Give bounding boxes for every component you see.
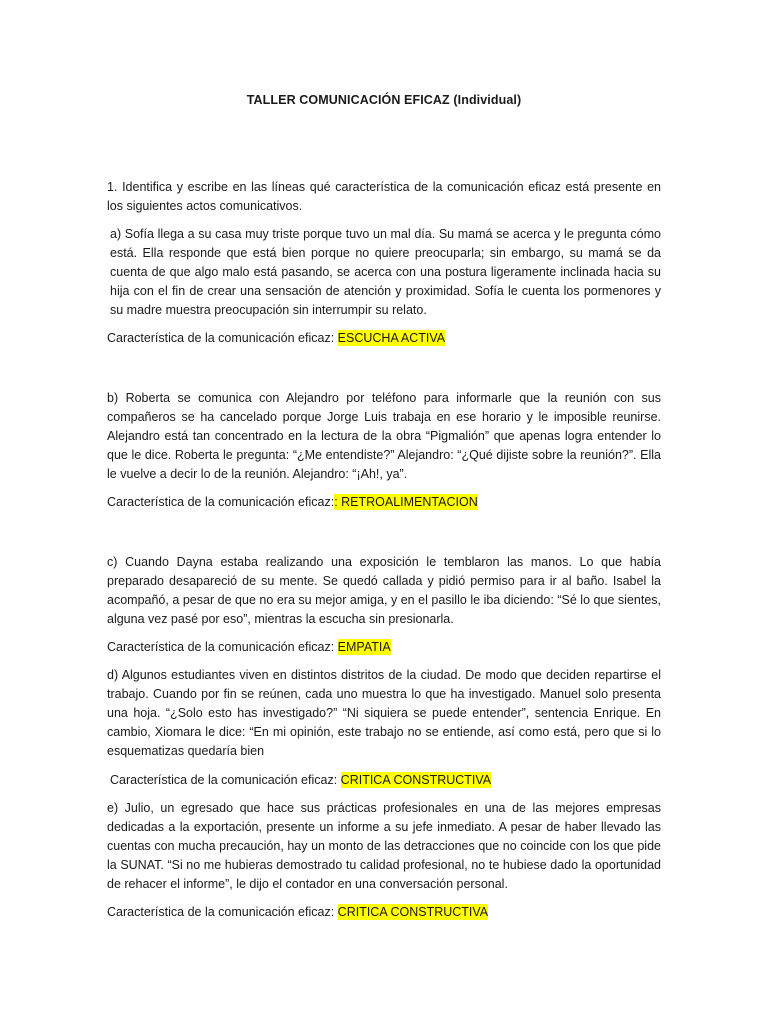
item-b-answer-line	[107, 493, 661, 512]
item-d-answer-highlight: CRITICA CONSTRUCTIVA	[340, 773, 492, 787]
answer-label: Característica de la comunicación eficaz:	[107, 640, 335, 654]
item-a-answer-highlight: ESCUCHA ACTIVA	[337, 331, 446, 345]
item-c-text: c) Cuando Dayna estaba realizando una exposición le temblaron las manos. Lo que había preparado desapareció de su mente. Se quedó callada y pidió permiso para ir al baño. Isabel la acompañó, a pesar de que no era su mejor amiga, y en el pasillo le iba diciendo: “Sé lo que sientes, alguna vez pasé por eso”, mientras la escucha sin presionarla.	[107, 555, 661, 626]
item-e-answer-highlight: CRITICA CONSTRUCTIVA	[337, 905, 489, 919]
answer-label: Característica de la comunicación eficaz:	[107, 905, 335, 919]
item-e-answer-line	[107, 903, 661, 922]
item-a-answer-line	[107, 329, 661, 348]
item-d-answer-line	[107, 771, 661, 790]
answer-label: Característica de la comunicación eficaz:	[107, 495, 335, 509]
page-title: TALLER COMUNICACIÓN EFICAZ (Individual)	[246, 93, 522, 107]
item-d-text: d) Algunos estudiantes viven en distintos distritos de la ciudad. De modo que deciden repartirse el trabajo. Cuando por fin se reúnen, cada uno muestra lo que ha investigado. Manuel solo presenta una hoja. “¿Solo esto has investigado?” “Ni siquiera se puede entender”, sentencia Enrique. En cambio, Xiomara le dice: “En mi opinión, este trabajo no se entiende, así como está, pero que si lo esquematizas quedaría bien	[107, 668, 661, 758]
item-e-text: e) Julio, un egresado que hace sus prácticas profesionales en una de las mejores empresas dedicadas a la exportación, presente un informe a su jefe inmediato. A pesar de haber llevado las cuentas con mucha precaución, hay un monto de las detracciones que no coincide con los que pide la SUNAT. “Si no me hubieras demostrado tu calidad profesional, no te hubiese dado la oportunidad de rehacer el informe”, le dijo el contador en una conversación personal.	[107, 801, 661, 891]
item-c-answer-highlight: EMPATIA	[337, 640, 391, 654]
answer-label: Característica de la comunicación eficaz:	[110, 773, 338, 787]
item-c-answer-line	[107, 638, 661, 657]
item-a-text: a) Sofía llega a su casa muy triste porque tuvo un mal día. Su mamá se acerca y le pregunta cómo está. Ella responde que está bien porque no quiere preocuparla; sin embargo, su mamá se da cuenta de que algo malo está pasando, se acerca con una postura ligeramente inclinada hacia su hija con el fin de crear una sensación de atención y proximidad. Sofía le cuenta los pormenores y su madre muestra preocupación sin interrumpir su relato.	[110, 227, 661, 317]
question-1-prompt: 1. Identifica y escribe en las líneas qué característica de la comunicación eficaz está presente en los siguientes actos comunicativos.	[107, 180, 661, 213]
answer-label: Característica de la comunicación eficaz:	[107, 331, 335, 345]
item-b-answer-highlight: : RETROALIMENTACION	[334, 495, 478, 509]
item-b-text: b) Roberta se comunica con Alejandro por teléfono para informarle que la reunión con sus compañeros se ha cancelado porque Jorge Luis trabaja en ese horario y le imposible reunirse. Alejandro está tan concentrado en la lectura de la obra “Pigmalión” que apenas logra entender lo que le dice. Roberta le pregunta: “¿Me entendiste?” Alejandro: “¿Qué dijiste sobre la reunión?”. Ella le vuelve a decir lo de la reunión. Alejandro: “¡Ah!, ya”.	[107, 391, 661, 481]
